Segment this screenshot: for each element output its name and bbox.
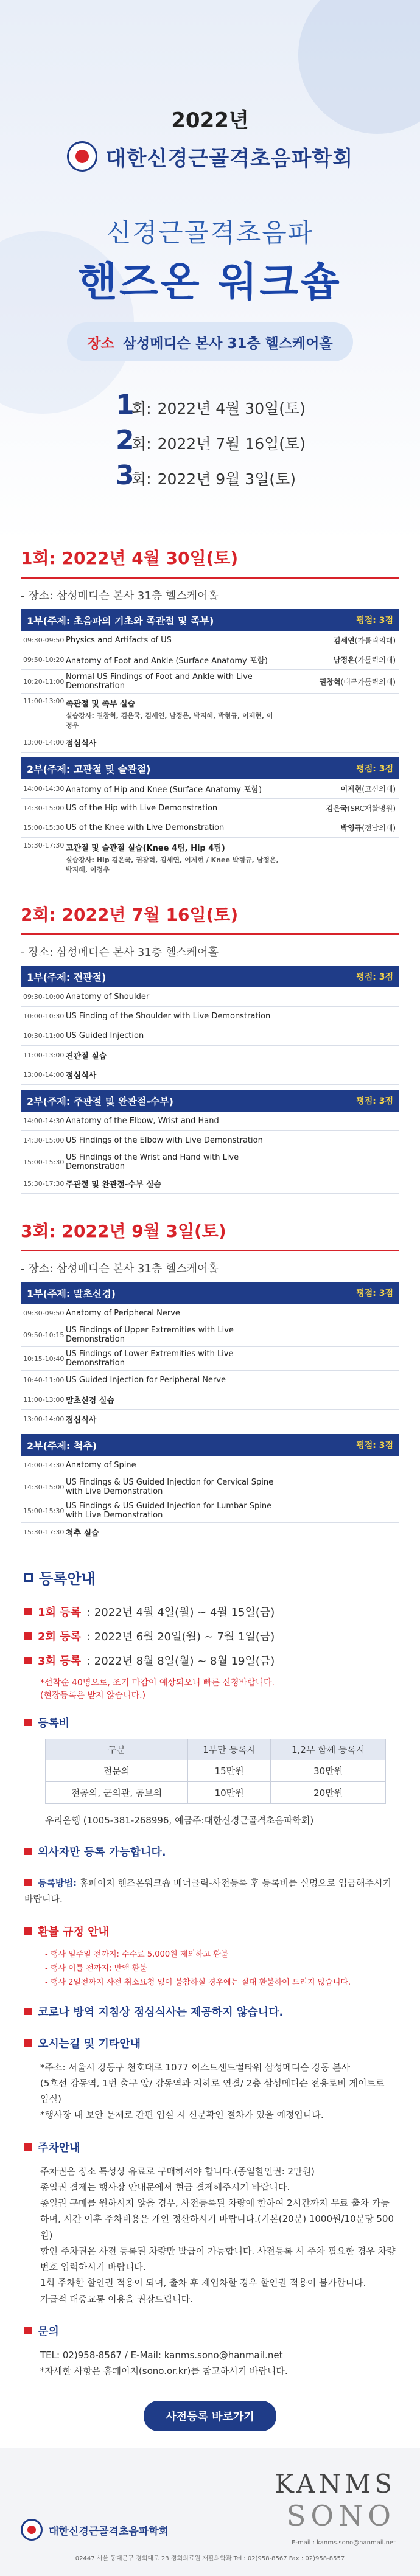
program-time: 10:00-10:30 [23, 1012, 65, 1020]
sessions-container [0, 541, 420, 1542]
method-paragraph [24, 1875, 396, 1907]
fee-row [46, 1782, 386, 1804]
footer-society-name: 대한신경근골격초음파학회 [49, 2525, 169, 2538]
footer-logo [21, 2519, 169, 2541]
footer-address: 02447 서울 동대문구 경희대로 23 경희의료원 재활의학과 Tel : 02)958-8567 Fax : 02)958-8557 [75, 2555, 345, 2563]
hero-banner [0, 0, 420, 541]
part-header [21, 966, 399, 987]
program-row [21, 670, 399, 694]
program-time: 10:15-10:40 [23, 1354, 65, 1363]
credit-points: 평점: 3점 [356, 1441, 393, 1450]
program-title-text: US Guided Injection [66, 1031, 144, 1040]
speaker-name: 김세연 [333, 636, 355, 645]
directions-text: *주소: 서울시 강동구 천호대로 1077 이스트센트럴타워 삼성메디슨 강동 본사 (5호선 강동역, 1번 출구 앞/ 강동역과 지하로 연결/ 2층 삼성메디슨 전용로비 게이트로 입실) *행사장 내 보안 문제로 간편 입실 시 신분확인 절차가 있을 예정입니다. [40, 2061, 385, 2121]
program-title-text: Anatomy of Shoulder [66, 992, 150, 1001]
fee-table [45, 1739, 386, 1804]
speaker-affiliation: (가톨릭의대) [354, 656, 396, 664]
registration-round [24, 1652, 396, 1668]
part-header [21, 1282, 399, 1304]
program-time: 14:30-15:00 [23, 1483, 65, 1491]
program-row [21, 1112, 399, 1131]
schedule-suffix: 회: [131, 400, 152, 417]
program-time: 14:00-14:30 [23, 1117, 65, 1125]
program-row [21, 1131, 399, 1150]
inquiry-block [24, 2323, 396, 2379]
pre-registration-button[interactable]: 사전등록 바로가기 [144, 2401, 276, 2431]
schedule-number: 3 [116, 460, 135, 491]
program-time: 15:00-15:30 [23, 1158, 65, 1166]
inquiry-text: TEL: 02)958-8567 / E-Mail: kanms.sono@hanmail.net *자세한 사항은 홈페이지(sono.or.kr)를 참고하시기 바랍니다. [40, 2349, 288, 2377]
program-title [66, 1502, 284, 1520]
program-title-text: US Findings & US Guided Injection for Cervical Spine with Live Demonstration [66, 1478, 274, 1496]
session-3 [0, 1214, 420, 1542]
program-row [21, 631, 399, 650]
fee-cell: 30만원 [271, 1760, 386, 1782]
program-row [21, 1410, 399, 1429]
program-title-text: 족관절 및 족부 실습 [66, 700, 136, 709]
round-label: 3회 등록 [38, 1655, 81, 1668]
bullet-icon [24, 1848, 32, 1855]
inquiry-heading [24, 2323, 396, 2339]
session-title: 2회: 2022년 7월 16일(토) [21, 898, 399, 935]
program-time: 15:30-17:30 [23, 1528, 65, 1536]
program-row [21, 1026, 399, 1046]
program-title-text: 주관절 및 완관절-수부 실습 [66, 1180, 162, 1189]
brand-sono: SONO [286, 2499, 396, 2533]
program-time: 15:00-15:30 [23, 1506, 65, 1515]
program-time: 09:30-10:00 [23, 993, 65, 1001]
program-title [66, 1050, 284, 1061]
schedule-suffix: 회: [131, 435, 152, 453]
covid-block [24, 2003, 396, 2019]
program-title [66, 1309, 284, 1318]
schedule-number: 1 [116, 389, 135, 420]
society-logo-icon [67, 141, 97, 172]
registration-heading [24, 1567, 396, 1604]
program-row [21, 1390, 399, 1410]
program-row [21, 1174, 399, 1194]
program-row [21, 1456, 399, 1475]
program-title-text: US Guided Injection for Peripheral Nerve [66, 1376, 226, 1385]
program-title [66, 1478, 284, 1496]
program-time: 09:50-10:15 [23, 1331, 65, 1339]
program-title [66, 737, 284, 748]
speaker-name: 김은국 [326, 804, 348, 813]
footer [0, 2448, 420, 2576]
program-time: 14:30-15:00 [23, 1137, 65, 1144]
bullet-icon [24, 2327, 32, 2334]
parking-heading [24, 2139, 396, 2155]
program-title-text: 고관절 및 슬관절 실습(Knee 4팀, Hip 4팀) [66, 844, 225, 853]
program-title-text: US Finding of the Shoulder with Live Demonstration [66, 1012, 271, 1021]
speaker-name: 박영규 [340, 824, 362, 832]
covid-heading [24, 2003, 396, 2019]
program-row [21, 1323, 399, 1347]
program-row [21, 733, 399, 753]
fee-heading [24, 1714, 396, 1730]
program-title [66, 992, 284, 1001]
session-venue: - 장소: 삼성메디슨 본사 31층 헬스케어홀 [21, 946, 219, 959]
refund-item: - 행사 이틀 전까지: 반액 환불 [45, 1963, 147, 1973]
program-title-text: Anatomy of Hip and Knee (Surface Anatomy 포함) [66, 785, 262, 795]
program-row [21, 1371, 399, 1390]
directions-title: 오시는길 및 기타안내 [38, 2037, 141, 2050]
part-title: 2부(주제: 고관절 및 슬관절) [27, 763, 151, 775]
directions-heading [24, 2035, 396, 2051]
program-title [66, 1031, 284, 1040]
schedule-item [116, 460, 306, 495]
part-title: 2부(주제: 주관절 및 완관절-수부) [27, 1095, 173, 1107]
program-row [21, 838, 399, 877]
credit-points: 평점: 3점 [356, 972, 393, 982]
program-title-text: 말초신경 실습 [66, 1396, 114, 1405]
schedule-item [116, 389, 306, 425]
button-wrapper [24, 2395, 396, 2448]
program-title [66, 654, 284, 666]
program-title-text: Anatomy of the Elbow, Wrist and Hand [66, 1116, 219, 1126]
schedule-suffix: 회: [131, 470, 152, 488]
part-header [21, 757, 399, 779]
program-instructors: 실습강사: 권창혁, 김은국, 김세연, 남정은, 박지혜, 박형규, 이제현, 이정우 [66, 712, 273, 729]
fee-title: 등록비 [38, 1717, 70, 1730]
program-title-text: Anatomy of Spine [66, 1461, 136, 1470]
part-header [21, 1090, 399, 1112]
program-title-text: US Findings of the Wrist and Hand with Live Demonstration [66, 1153, 239, 1171]
program-title [66, 1349, 284, 1368]
schedule-date: 2022년 4월 30일(토) [157, 400, 306, 417]
program-row [21, 799, 399, 818]
program-title [66, 1153, 284, 1171]
program-speaker [284, 803, 399, 813]
fee-column-header: 1,2부 함께 등록시 [271, 1739, 386, 1760]
program-speaker [284, 635, 399, 646]
part-header [21, 1434, 399, 1456]
inquiry-title: 문의 [38, 2325, 59, 2338]
program-title-text: Anatomy of Foot and Ankle (Surface Anatomy 포함) [66, 656, 268, 666]
session-1 [0, 541, 420, 877]
program-time: 14:00-14:30 [23, 785, 65, 793]
program-title-text: 척추 실습 [66, 1529, 99, 1538]
program-title-text: Physics and Artifacts of US [66, 636, 172, 645]
program-speaker [284, 823, 399, 833]
speaker-name: 이제현 [340, 785, 362, 793]
program-title [66, 1376, 284, 1385]
bullet-icon [24, 1879, 32, 1886]
credit-points: 평점: 3점 [356, 764, 393, 774]
program-row [21, 1007, 399, 1026]
parking-text: 주차권은 장소 특성상 유료로 구매하셔야 합니다.(종일할인권: 2만원) 종일권 결제는 행사장 안내문에서 현금 결제해주시기 바랍니다. 종일권 구매를 원하시지 않을 경우, 사전등록된 차량에 한하여 2시간까지 무료 출차 가능하며, 시간 이후 주차비용은 개인 정산하시기 바랍니다.(기본(20분) 1000원/10분당 500원) 할인 주차권은 사전 등록된 차량만 발급이 가능합니다. 사전등록 시 주차 필요한 경우 차량번호 입력하시기 바랍니다. 1회 주차한 할인권 적용이 되며, 출차 후 재입차할 경우 할인권 적용이 불가합니다. 가급적 대중교통 이용을 권장드립니다. [40, 2165, 396, 2305]
fee-cell: 전공의, 군의관, 공보의 [46, 1782, 188, 1804]
bullet-icon [24, 2143, 32, 2151]
parking-title: 주차안내 [38, 2141, 80, 2154]
registration-title: 등록안내 [39, 1570, 96, 1587]
program-title-text: US Findings & US Guided Injection for Lumbar Spine with Live Demonstration [66, 1502, 272, 1520]
speaker-name: 남정은 [333, 656, 355, 664]
program-time: 10:20-11:00 [23, 677, 65, 686]
venue-text: 삼성메디슨 본사 31층 헬스케어홀 [122, 335, 333, 352]
program-time: 09:30-09:50 [23, 636, 65, 644]
program-title [66, 697, 284, 730]
program-row [21, 1499, 399, 1523]
program-title [66, 1012, 284, 1021]
round-period: : 2022년 8월 8일(월) ~ 8월 19일(금) [86, 1655, 275, 1668]
program-title-text: 점심식사 [66, 739, 97, 748]
program-time: 15:30-17:30 [23, 1180, 65, 1188]
speaker-affiliation: (전남의대) [362, 824, 396, 832]
speaker-affiliation: (고신의대) [362, 785, 396, 793]
program-row [21, 987, 399, 1007]
round-period: : 2022년 4월 4일(월) ~ 4월 15일(금) [86, 1606, 275, 1619]
bullet-icon [24, 1657, 32, 1664]
program-time: 09:50-10:20 [23, 656, 65, 664]
part-title: 1부(주제: 초음파의 기초와 족관절 및 족부) [27, 614, 214, 627]
credit-points: 평점: 3점 [356, 1289, 393, 1298]
program-title [66, 841, 284, 874]
program-title-text: US Findings of the Elbow with Live Demonstration [66, 1136, 263, 1145]
program-title-text: US Findings of Upper Extremities with Live Demonstration [66, 1326, 234, 1344]
program-row [21, 1347, 399, 1371]
venue-label: 장소 [87, 335, 114, 352]
program-title [66, 1136, 284, 1145]
schedule-list [116, 389, 306, 495]
fee-cell: 전문의 [46, 1760, 188, 1782]
bullet-icon [24, 1608, 32, 1615]
session-venue: - 장소: 삼성메디슨 본사 31층 헬스케어홀 [21, 1262, 219, 1275]
schedule-item [116, 425, 306, 460]
parking-block [24, 2139, 396, 2307]
fee-cell: 20만원 [271, 1782, 386, 1804]
program-title [66, 1526, 284, 1538]
society-name: 대한신경근골격초음파학회 [105, 146, 354, 171]
program-time: 10:30-11:00 [23, 1032, 65, 1040]
fee-cell: 10만원 [187, 1782, 270, 1804]
registration-round [24, 1604, 396, 1620]
program-title-text: Normal US Findings of Foot and Ankle with Live Demonstration [66, 672, 253, 691]
program-title [66, 672, 284, 691]
program-title-text: US of the Knee with Live Demonstration [66, 823, 225, 832]
round-label: 1회 등록 [38, 1606, 81, 1619]
society-logo-icon [21, 2519, 43, 2541]
credit-points: 평점: 3점 [356, 616, 393, 625]
program-row [21, 1150, 399, 1174]
program-time: 11:00-13:00 [23, 1396, 65, 1404]
method-block [24, 1875, 396, 1907]
program-row [21, 694, 399, 733]
schedule-number: 2 [116, 425, 135, 456]
fee-column-header: 구분 [46, 1739, 188, 1760]
eligibility-block [24, 1843, 396, 1859]
round-period: : 2022년 6월 20일(월) ~ 7월 1일(금) [86, 1631, 275, 1643]
schedule-date: 2022년 9월 3일(토) [157, 470, 296, 488]
session-2 [0, 898, 420, 1194]
refund-list [24, 1948, 396, 1990]
program-title [66, 783, 284, 795]
venue-badge [67, 322, 353, 361]
refund-item: - 행사 2일전까지 사전 취소요청 없이 불참하실 경우에는 절대 환불하여 드리지 않습니다. [45, 1978, 351, 1988]
bullet-icon [24, 1927, 32, 1935]
program-row [21, 1523, 399, 1542]
program-title [66, 1326, 284, 1344]
program-row [21, 1065, 399, 1085]
part-title: 2부(주제: 척추) [27, 1439, 97, 1452]
program-row [21, 1304, 399, 1323]
program-time: 15:00-15:30 [23, 824, 65, 832]
program-speaker [284, 677, 399, 687]
footer-email: E-mail : kanms.sono@hanmail.net [292, 2539, 396, 2547]
bank-account: 우리은행 (1005-381-268996, 예금주:대한신경근골격초음파학회) [45, 1815, 314, 1826]
method-label: 등록방법: [38, 1878, 77, 1888]
program-time: 15:30-17:30 [23, 841, 65, 849]
eligibility-text: 의사자만 등록 가능합니다. [38, 1846, 166, 1859]
program-time: 10:40-11:00 [23, 1376, 65, 1384]
refund-title: 환불 규정 안내 [38, 1925, 109, 1938]
program-time: 11:00-13:00 [23, 697, 65, 705]
bullet-icon [24, 1632, 32, 1640]
registration-section [0, 1567, 420, 2448]
fee-cell: 15만원 [187, 1760, 270, 1782]
program-title-text: Anatomy of Peripheral Nerve [66, 1309, 180, 1318]
program-title-text: US Findings of Lower Extremities with Live Demonstration [66, 1349, 234, 1368]
event-subtitle: 신경근골격초음파 [106, 218, 314, 248]
session-title: 1회: 2022년 4월 30일(토) [21, 541, 399, 579]
eligibility-heading [24, 1843, 396, 1859]
program-row [21, 818, 399, 838]
bullet-icon [24, 2039, 32, 2047]
program-time: 13:00-14:00 [23, 1071, 65, 1079]
brand-kanms: KANMS [275, 2469, 396, 2499]
registration-round [24, 1628, 396, 1644]
program-title [66, 804, 284, 813]
program-speaker [284, 784, 399, 794]
society-heading [0, 141, 420, 172]
session-title: 3회: 2022년 9월 3일(토) [21, 1214, 399, 1251]
directions-block [24, 2035, 396, 2123]
program-title [66, 823, 284, 832]
program-time: 11:00-13:00 [23, 1051, 65, 1059]
speaker-name: 권창혁 [319, 677, 341, 686]
round-label: 2회 등록 [38, 1631, 81, 1643]
program-title [66, 1069, 284, 1081]
speaker-affiliation: (대구가톨릭의대) [340, 677, 396, 686]
part-title: 1부(주제: 말초신경) [27, 1287, 116, 1300]
program-title [66, 1461, 284, 1470]
fee-column-header: 1부만 등록시 [187, 1739, 270, 1760]
program-title [66, 1394, 284, 1405]
method-text: 홈페이지 핸즈온워크숍 배너클릭-사전등록 후 등록비를 실명으로 입금해주시기 바랍니다. [24, 1878, 391, 1905]
session-venue: - 장소: 삼성메디슨 본사 31층 헬스케어홀 [21, 590, 219, 602]
program-speaker [284, 655, 399, 665]
program-title [66, 1116, 284, 1126]
program-title-text: 점심식사 [66, 1416, 97, 1425]
program-title [66, 636, 284, 645]
part-header [21, 609, 399, 631]
program-title-text: 견관절 실습 [66, 1052, 107, 1061]
speaker-affiliation: (SRC재활병원) [347, 804, 396, 813]
program-title-text: US of the Hip with Live Demonstration [66, 804, 218, 813]
program-time: 09:30-09:50 [23, 1309, 65, 1317]
event-year: 2022년 [171, 108, 249, 133]
capacity-notice: *선착순 40명으로, 조기 마감이 예상되오니 빠른 신청바랍니다. (현장등록은 받지 않습니다.) [40, 1678, 275, 1701]
program-title-text: 점심식사 [66, 1071, 97, 1081]
bullet-icon [24, 2008, 32, 2015]
bullet-icon [24, 1719, 32, 1726]
program-time: 14:00-14:30 [23, 1461, 65, 1469]
program-instructors: 실습강사: Hip 김은국, 권창혁, 김세연, 이제현 / Knee 박형규, 남정은, 박지혜, 이정우 [66, 856, 279, 874]
covid-text: 코로나 방역 지침상 점심식사는 제공하지 않습니다. [38, 2005, 284, 2019]
program-time: 14:30-15:00 [23, 804, 65, 812]
square-icon [24, 1573, 33, 1582]
program-row [21, 779, 399, 799]
fee-row [46, 1760, 386, 1782]
program-title [66, 1413, 284, 1425]
program-time: 13:00-14:00 [23, 1415, 65, 1423]
program-time: 13:00-14:00 [23, 739, 65, 747]
credit-points: 평점: 3점 [356, 1096, 393, 1106]
event-title: 핸즈온 워크숍 [78, 259, 342, 305]
program-row [21, 650, 399, 670]
refund-item: - 행사 일주일 전까지: 수수료 5,000원 제외하고 환불 [45, 1949, 229, 1959]
program-title [66, 1178, 284, 1189]
refund-heading [24, 1923, 396, 1939]
schedule-date: 2022년 7월 16일(토) [157, 435, 306, 453]
part-title: 1부(주제: 견관절) [27, 971, 107, 983]
program-row [21, 1475, 399, 1499]
speaker-affiliation: (가톨릭의대) [354, 636, 396, 645]
program-row [21, 1046, 399, 1065]
